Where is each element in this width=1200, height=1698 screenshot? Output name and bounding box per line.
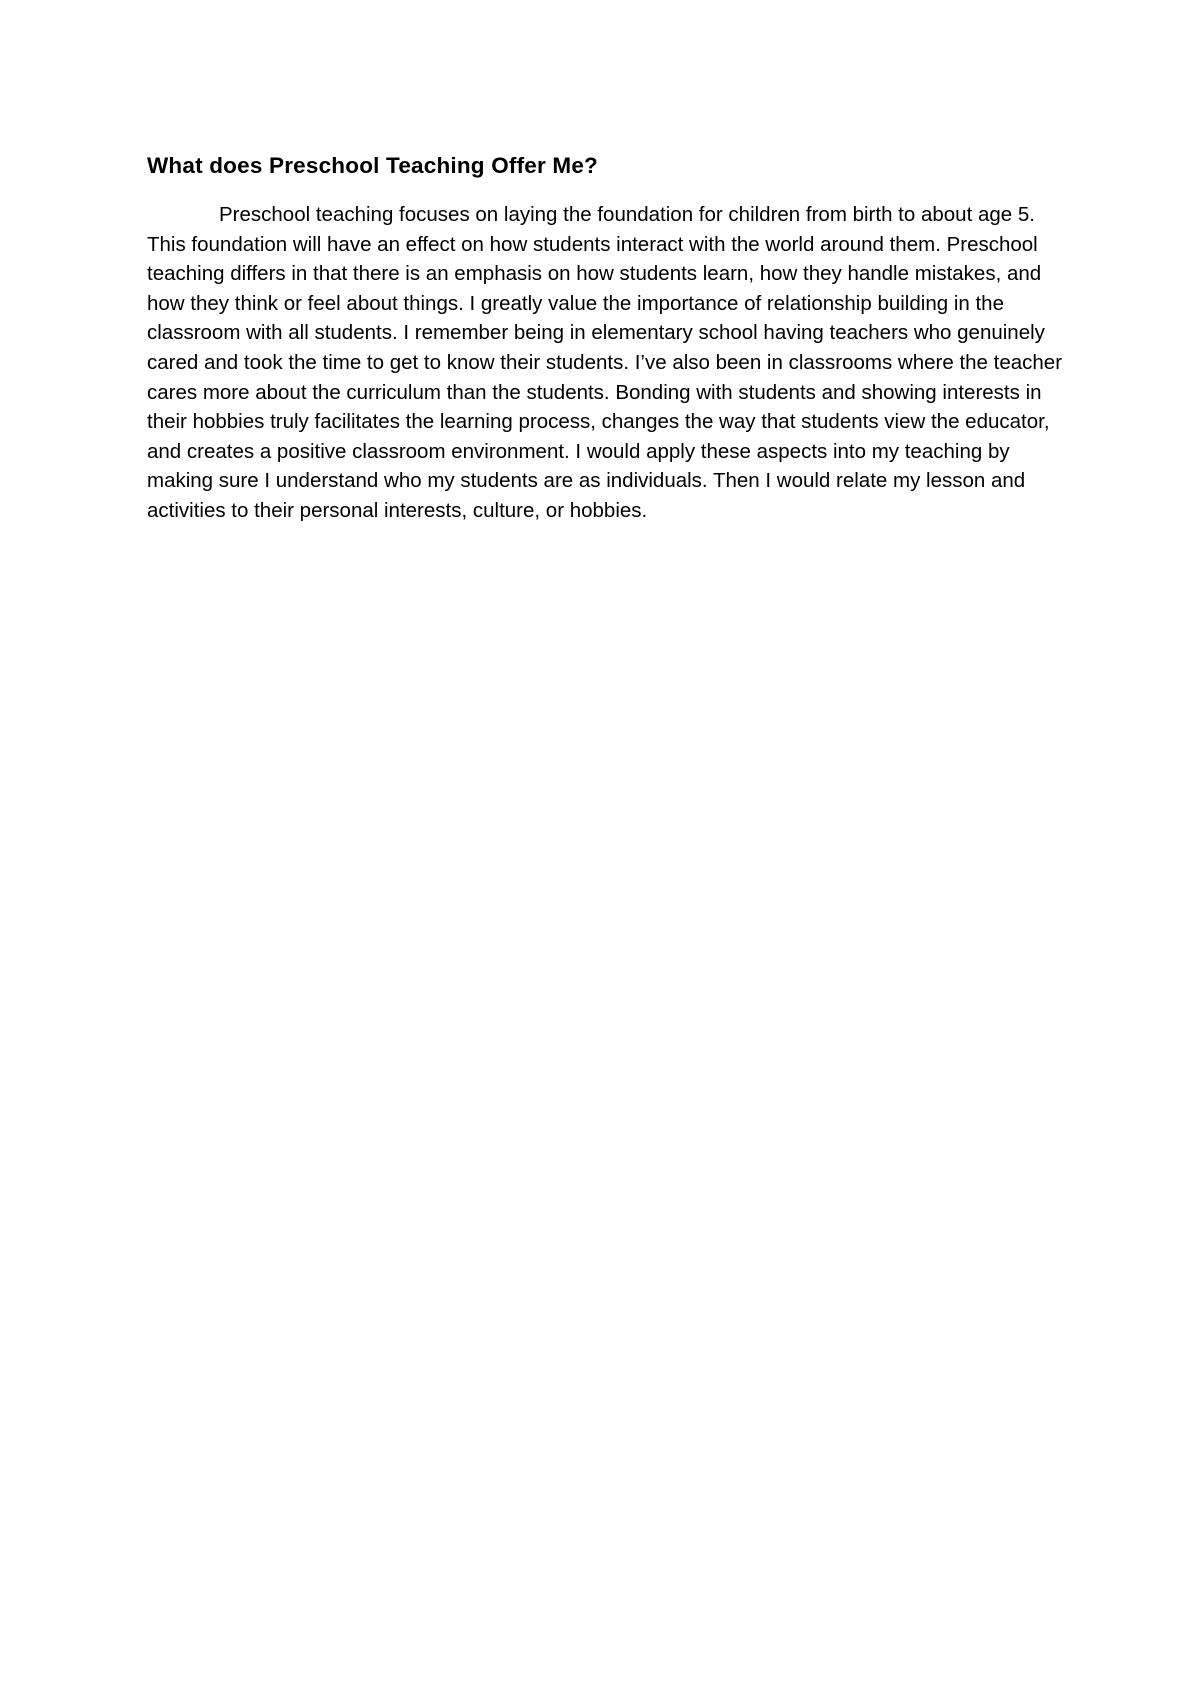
body-paragraph: Preschool teaching focuses on laying the foundation for children from birth to about age 5. This foundation will have an effect on how students interact with the world around them. Preschool teaching differs in that there is an emphasis on how students learn, how they handle mistakes, and how they think or feel about things. I greatly value the importance of relationship building in the classroom with all students. I remember being in elementary school having teachers who genuinely cared and took the time to get to know their students. I’ve also been in classrooms where the teacher cares more about the curriculum than the students. Bonding with students and showing interests in their hobbies truly facilitates the learning process, changes the way that students view the educator, and creates a positive classroom environment. I would apply these aspects into my teaching by making sure I understand who my students are as individuals. Then I would relate my lesson and activities to their personal interests, culture, or hobbies. xyxy=(147,203,1063,522)
document-title: What does Preschool Teaching Offer Me? xyxy=(147,153,598,178)
document-content xyxy=(147,148,1067,526)
